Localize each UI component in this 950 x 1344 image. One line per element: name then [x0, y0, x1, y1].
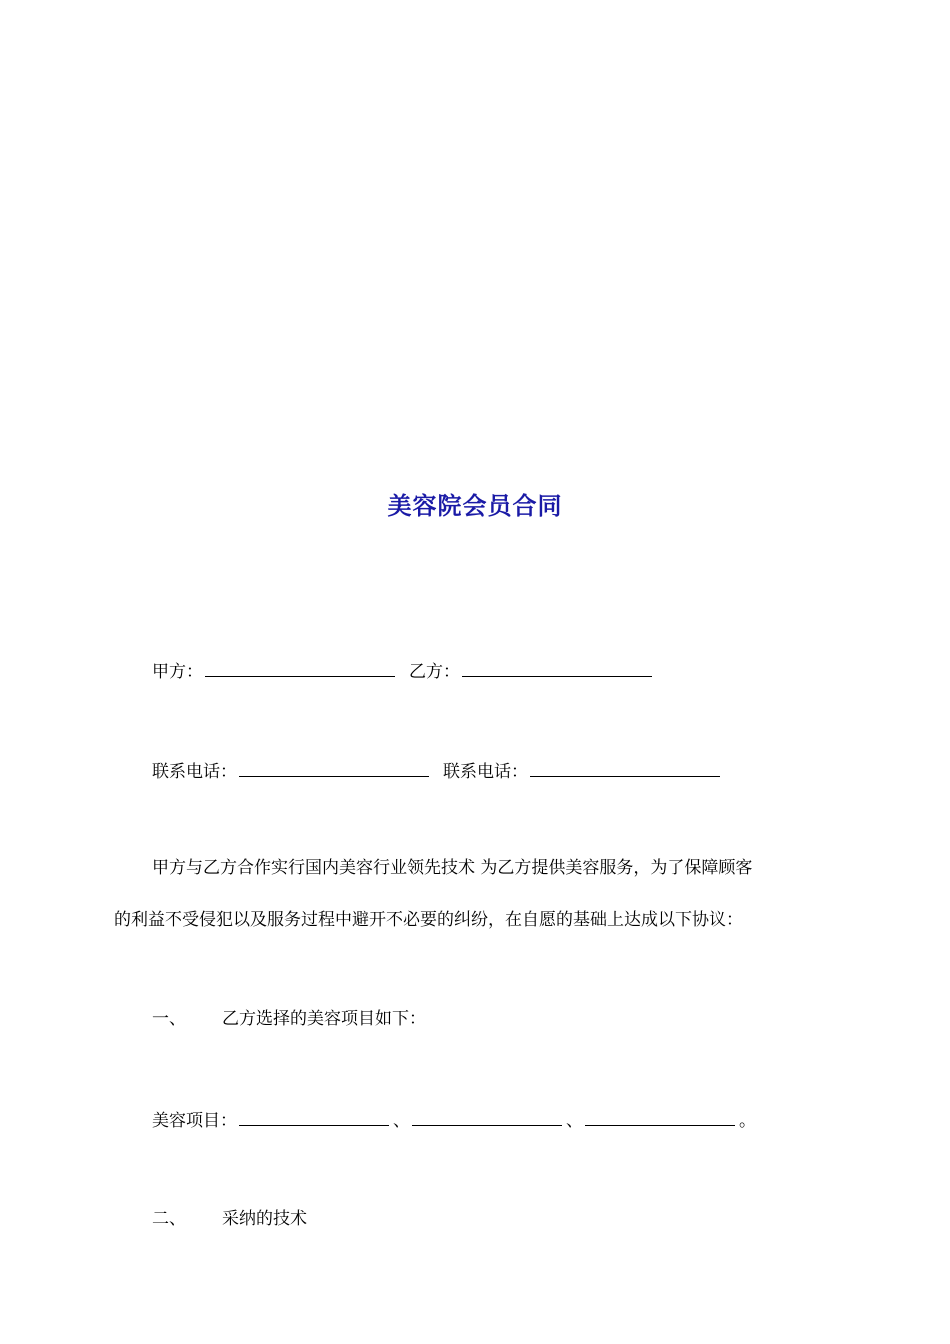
phone-b-blank[interactable] [530, 758, 720, 777]
separator-2: 、 [566, 1111, 583, 1131]
party-line [152, 658, 656, 684]
section-1-number: 一、 [152, 1009, 186, 1029]
section-1-text: 乙方选择的美容项目如下： [222, 1009, 426, 1029]
separator-1: 、 [393, 1111, 410, 1131]
party-b-blank[interactable] [462, 658, 652, 677]
section-2-number: 二、 [152, 1209, 186, 1229]
line-end-mark: 。 [739, 1111, 756, 1131]
intro-paragraph-line-1: 甲方与乙方合作实行国内美容行业领先技术 为乙方提供美容服务，为了保障顾客 [152, 858, 753, 878]
party-b-label: 乙方： [409, 662, 460, 682]
intro-paragraph-line-2: 的利益不受侵犯以及服务过程中避开不必要的纠纷，在自愿的基础上达成以下协议： [114, 910, 743, 930]
party-a-blank[interactable] [205, 658, 395, 677]
beauty-item-2-blank[interactable] [412, 1107, 562, 1126]
section-2-text: 采纳的技术 [222, 1209, 307, 1229]
phone-b-label: 联系电话： [443, 762, 528, 782]
beauty-items-line [152, 1107, 756, 1133]
document-title: 美容院会员合同 [387, 491, 563, 520]
section-1-heading [152, 1007, 426, 1031]
phone-line [152, 758, 724, 784]
phone-a-label: 联系电话： [152, 762, 237, 782]
beauty-items-label: 美容项目： [152, 1111, 237, 1131]
phone-a-blank[interactable] [239, 758, 429, 777]
beauty-item-1-blank[interactable] [239, 1107, 389, 1126]
beauty-item-3-blank[interactable] [585, 1107, 735, 1126]
party-a-label: 甲方： [152, 662, 203, 682]
section-2-heading [152, 1207, 307, 1231]
